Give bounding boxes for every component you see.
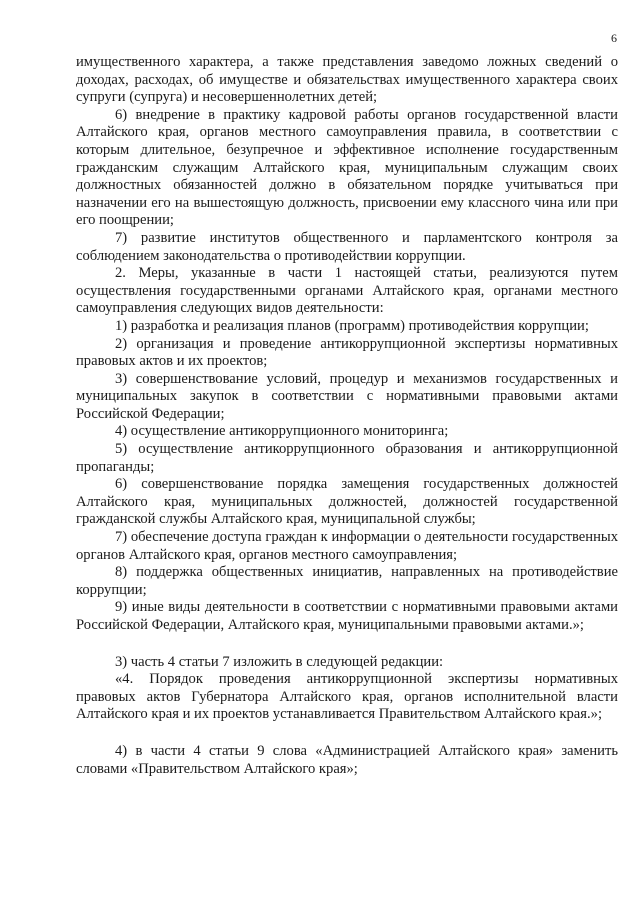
list-item: 6) совершенствование порядка замещения государственных должностей Алтайского края, муниципальных должностей, должностей государственной гражданской службы Алтайского края, муниципальной службы; xyxy=(76,476,618,528)
list-item: 3) совершенствование условий, процедур и механизмов государственных и муниципальных закупок в соответствии с нормативными правовыми актами Российской Федерации; xyxy=(76,370,618,422)
list-item: 9) иные виды деятельности в соответствии с нормативными правовыми актами Российской Федерации, Алтайского края, муниципальными правовыми актами.»; xyxy=(76,599,618,633)
list-item: 2) организация и проведение антикоррупционной экспертизы нормативных правовых актов и их проектов; xyxy=(76,335,618,370)
amendment-item: 4) в части 4 статьи 9 слова «Администрацией Алтайского края» заменить словами «Правительством Алтайского края»; xyxy=(76,742,618,777)
amendment-item: 3) часть 4 статьи 7 изложить в следующей редакции: xyxy=(115,653,444,670)
list-item: 4) осуществление антикоррупционного мониторинга; xyxy=(115,423,449,440)
list-item: 7) развитие институтов общественного и парламентского контроля за соблюдением законодательства о противодействии коррупции. xyxy=(76,229,618,264)
list-item: 1) разработка и реализация планов (программ) противодействия коррупции; xyxy=(115,317,589,334)
list-item: 7) обеспечение доступа граждан к информации о деятельности государственных органов Алтайского края, органов местного самоуправления; xyxy=(76,529,618,563)
paragraph-gap xyxy=(76,724,618,743)
paragraph-gap xyxy=(76,635,618,654)
list-item: 8) поддержка общественных инициатив, направленных на противодействие коррупции; xyxy=(76,564,618,598)
page-number: 6 xyxy=(611,31,617,45)
list-item: 6) внедрение в практику кадровой работы органов государственной власти Алтайского края, органов местного самоуправления правила, в соответствии с которым длительное, безупречное и эффективное исполнение государственным гражданским служащим Алтайского края, муниципальным служащим своих должностных обязанностей должно в обязательном порядке учитываться при назначении его на вышестоящую должность, присвоении ему классного чина или при его поощрении; xyxy=(76,106,618,229)
amendment-quote: «4. Порядок проведения антикоррупционной экспертизы нормативных правовых актов Губернатора Алтайского края, органов исполнительной власти Алтайского края и их проектов устанавливается Правительством Алтайского края.»; xyxy=(76,671,618,723)
paragraph: 2. Меры, указанные в части 1 настоящей статьи, реализуются путем осуществления государственными органами Алтайского края, органами местного самоуправления следующих видов деятельности: xyxy=(76,265,618,317)
paragraph: имущественного характера, а также представления заведомо ложных сведений о доходах, расходах, об имуществе и обязательствах имущественного характера своих супруги (супруга) и несовершеннолетних детей; xyxy=(76,54,618,106)
list-item: 5) осуществление антикоррупционного образования и антикоррупционной пропаганды; xyxy=(76,441,618,475)
document-body xyxy=(76,54,618,778)
